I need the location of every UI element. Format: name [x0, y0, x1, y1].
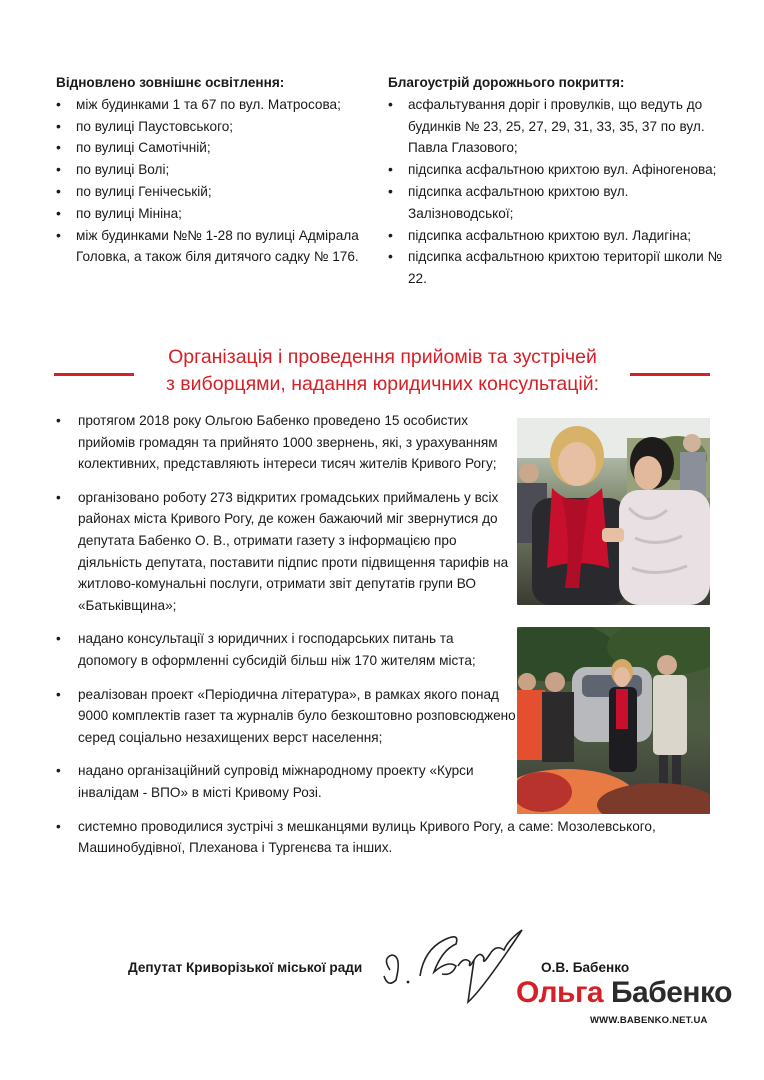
section-title-line1: Організація і проведення прийомів та зустрічей: [168, 346, 597, 368]
brand-logo: [516, 976, 732, 1010]
road-column: [388, 72, 723, 290]
list-item: • по вулиці Мініна;: [56, 203, 361, 225]
list-item: • надано організаційний супровід міжнародному проекту «Курси інвалідам - ВПО» в місті Кривому Розі.: [56, 760, 516, 803]
lighting-heading: Відновлено зовнішнє освітлення:: [56, 75, 285, 90]
list-item: • системно проводилися зустрічі з мешканцями вулиць Кривого Рогу, а саме: Мозолевського, Машинобудівної, Плеханова і Тургенєва та інших.: [56, 816, 716, 859]
list-item: • між будинками №№ 1-28 по вулиці Адмірала Головка, а також біля дитячого садку № 176.: [56, 225, 361, 269]
list-item: • по вулиці Паустовського;: [56, 116, 361, 138]
meeting-photo-2: [517, 627, 710, 814]
section-title-line2: з виборцями, надання юридичних консультацій:: [165, 373, 600, 395]
road-heading: Благоустрій дорожнього покриття:: [388, 75, 625, 90]
road-list: [388, 94, 723, 290]
list-item: • асфальтування доріг і провулків, що ведуть до будинків № 23, 25, 27, 29, 31, 33, 35, 37 по вул. Павла Глазового;: [388, 94, 723, 159]
list-item: • організовано роботу 273 відкритих громадських приймалень у всіх районах міста Кривого Рогу, де кожен бажаючий міг звернутися до депутата Бабенко О. В., отримати газету з інформацією про діяльність депутата, поставити підпис проти підвищення тарифів на житлово-комунальні послуги, отримати звіт депутатів групи ВО «Батьківщина»;: [56, 487, 516, 617]
list-item: • підсипка асфальтною крихтою вул. Ладигіна;: [388, 225, 723, 247]
deputy-label: Депутат Криворізької міської ради: [128, 960, 363, 975]
signed-name: О.В. Бабенко: [541, 960, 630, 975]
list-item: • по вулиці Генічеській;: [56, 181, 361, 203]
list-item: • надано консультації з юридичних і господарських питань та допомогу в оформленні субсидій більш ніж 170 жителям міста;: [56, 628, 516, 671]
list-item: • між будинками 1 та 67 по вул. Матросова;: [56, 94, 361, 116]
handwritten-signature: [372, 910, 532, 1015]
lighting-list: [56, 94, 361, 268]
heading-rule-left: [54, 373, 134, 376]
brand-last-name: Бабенко: [610, 976, 732, 1009]
section-title: [140, 344, 625, 398]
meeting-photo-1: [517, 418, 710, 605]
brand-first-name: Ольга: [516, 976, 604, 1009]
list-item: • реалізован проект «Періодична література», в рамках якого понад 9000 комплектів газет та журналів було безкоштовно розповсюджено серед соціально незахищених верст населення;: [56, 684, 516, 749]
lighting-column: [56, 72, 361, 268]
list-item: • по вулиці Волі;: [56, 159, 361, 181]
list-item: • підсипка асфальтною крихтою території школи № 22.: [388, 246, 723, 290]
heading-rule-right: [630, 373, 710, 376]
list-item: • по вулиці Самотічній;: [56, 137, 361, 159]
list-item: • підсипка асфальтною крихтою вул. Афіногенова;: [388, 159, 723, 181]
website-link[interactable]: WWW.BABENKO.NET.UA: [590, 1015, 708, 1026]
list-item: • протягом 2018 року Ольгою Бабенко проведено 15 особистих прийомів громадян та прийнято 1000 звернень, які, з урахуванням колективних, представляють інтереси тисяч жителів Кривого Рогу;: [56, 410, 516, 475]
list-item: • підсипка асфальтною крихтою вул. Залізноводської;: [388, 181, 723, 225]
